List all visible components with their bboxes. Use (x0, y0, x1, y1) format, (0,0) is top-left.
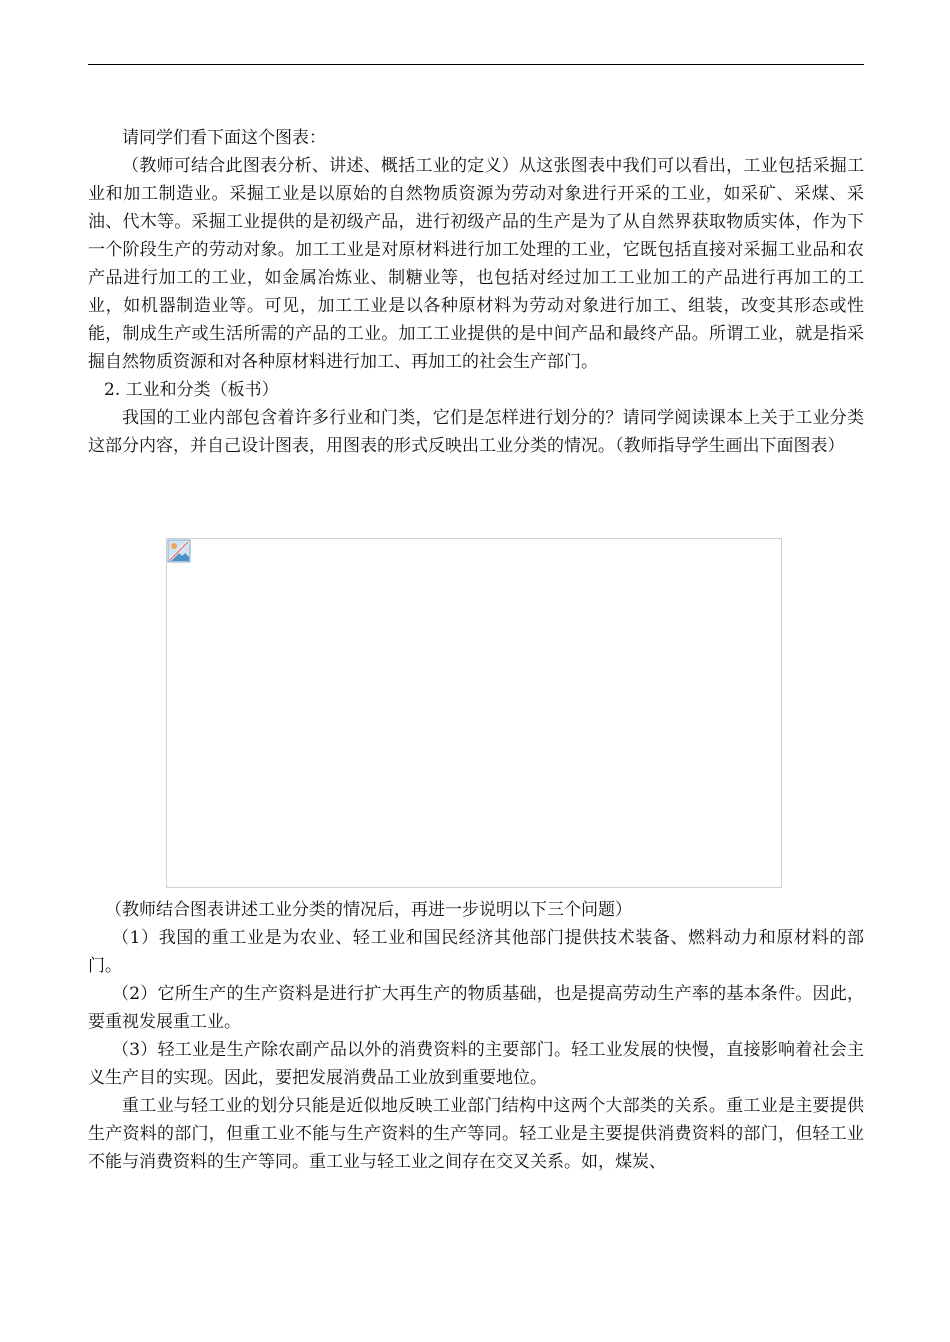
text-block-bottom (88, 896, 864, 1176)
list-item-3: （3）轻工业是生产除农副产品以外的消费资料的主要部门。轻工业发展的快慢，直接影响着社会主义生产目的实现。因此，要把发展消费品工业放到重要地位。 (88, 1040, 864, 1088)
classification-figure (166, 538, 782, 888)
intro-line: 请同学们看下面这个图表： (122, 128, 326, 148)
teacher-note: （教师结合图表讲述工业分类的情况后，再进一步说明以下三个问题） (105, 900, 632, 920)
broken-image-icon (167, 539, 191, 563)
list-item-1: （1）我国的重工业是为农业、轻工业和国民经济其他部门提供技术装备、燃料动力和原材料的部门。 (88, 928, 864, 976)
section-heading: 2. 工业和分类（板书） (104, 380, 279, 400)
list-item-2: （2）它所生产的生产资料是进行扩大再生产的物质基础，也是提高劳动生产率的基本条件。因此，要重视发展重工业。 (88, 984, 864, 1032)
header-rule (88, 64, 864, 65)
text-block-top (88, 124, 864, 460)
industry-definition-paragraph: （教师可结合此图表分析、讲述、概括工业的定义）从这张图表中我们可以看出，工业包括采掘工业和加工制造业。采掘工业是以原始的自然物质资源为劳动对象进行开采的工业，如采矿、采煤、采油、代木等。采掘工业提供的是初级产品，进行初级产品的生产是为了从自然界获取物质实体，作为下一个阶段生产的劳动对象。加工工业是对原材料进行加工处理的工业，它既包括直接对采掘工业品和农产品进行加工的工业，如金属冶炼业、制糖业等，也包括对经过加工工业加工的产品进行再加工的工业，如机器制造业等。可见，加工工业是以各种原材料为劳动对象进行加工、组装，改变其形态或性能，制成生产或生活所需的产品的工业。加工工业提供的是中间产品和最终产品。所谓工业，就是指采掘自然物质资源和对各种原材料进行加工、再加工的社会生产部门。 (88, 156, 864, 372)
heavy-light-industry-paragraph: 重工业与轻工业的划分只能是近似地反映工业部门结构中这两个大部类的关系。重工业是主要提供生产资料的部门，但重工业不能与生产资料的生产等同。轻工业是主要提供消费资料的部门，但轻工业不能与消费资料的生产等同。重工业与轻工业之间存在交叉关系。如，煤炭、 (88, 1096, 864, 1172)
classification-paragraph: 我国的工业内部包含着许多行业和门类，它们是怎样进行划分的？请同学阅读课本上关于工业分类这部分内容，并自己设计图表，用图表的形式反映出工业分类的情况。（教师指导学生画出下面图表） (88, 408, 864, 456)
